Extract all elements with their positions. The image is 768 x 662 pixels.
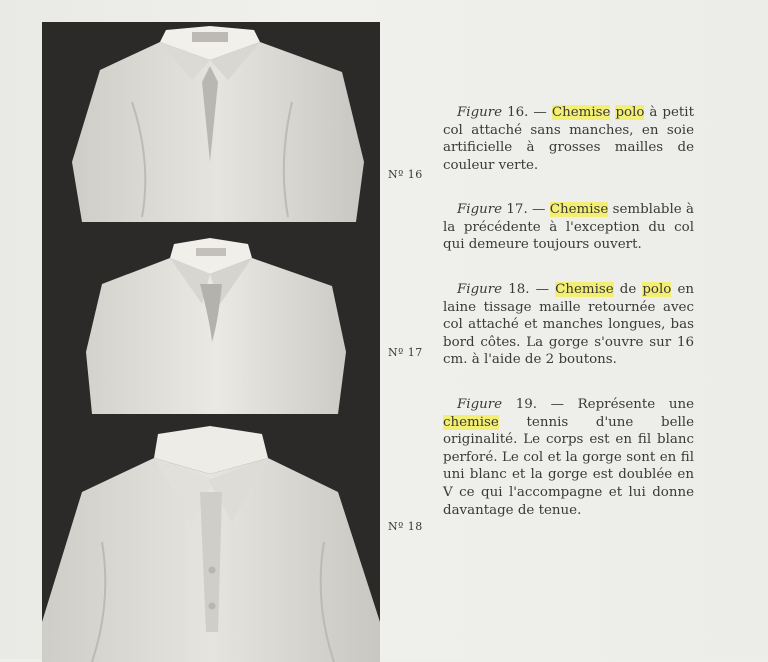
caption-text: de <box>613 282 643 297</box>
highlighted-term: polo <box>615 105 645 120</box>
figure-ref-number: 17. — <box>502 202 550 217</box>
caption-paragraph <box>443 104 694 174</box>
highlighted-term: polo <box>642 282 672 297</box>
caption-paragraph <box>443 396 694 519</box>
shirt-figure-17 <box>86 238 346 414</box>
figure-label: Figure <box>457 202 503 217</box>
figure-number-18: Nº 18 <box>388 520 423 533</box>
highlighted-term: Chemise <box>551 105 611 120</box>
figure-label: Figure <box>457 105 503 120</box>
shirt-figure-18 <box>42 426 380 662</box>
caption-figure-16 <box>443 104 694 174</box>
figure-number-16: Nº 16 <box>388 168 423 181</box>
caption-text: en laine tissage maille retournée avec col attaché et manches longues, bas bord côtes. La gorge s'ouvre sur 16 cm. à l'aide de 2 boutons. <box>443 282 694 368</box>
caption-figure-17 <box>443 201 694 254</box>
shirt-figure-16 <box>72 26 364 222</box>
figure-ref-number: 18. — <box>502 282 556 297</box>
figure-label: Figure <box>457 397 503 412</box>
caption-text: tennis d'une belle originalité. Le corps est en fil blanc perforé. Le col et la gorge sont en fil uni blanc et la gorge est doublée en V ce qui l'accompagne et lui donne davantage de tenue. <box>443 414 694 518</box>
highlighted-term: chemise <box>443 414 499 430</box>
caption-paragraph <box>443 201 694 254</box>
caption-text: Représente une <box>577 397 694 412</box>
garment-photos-illustration <box>42 22 380 662</box>
highlighted-term: Chemise <box>549 202 609 217</box>
figure-number-17: Nº 17 <box>388 346 423 359</box>
garment-photographs <box>42 22 380 662</box>
figure-label: Figure <box>457 282 503 297</box>
caption-text: à petit col attaché sans manches, en soie artificielle à grosses mailles de couleur verte. <box>443 105 694 173</box>
caption-figure-19 <box>443 396 694 519</box>
figure-ref-number: 19. — <box>502 397 578 412</box>
highlighted-term: Chemise <box>555 282 614 297</box>
caption-figure-18 <box>443 281 694 369</box>
figure-ref-number: 16. — <box>502 105 552 120</box>
caption-paragraph <box>443 281 694 369</box>
caption-text: semblable à la précédente à l'exception du col qui demeure toujours ouvert. <box>443 202 694 253</box>
